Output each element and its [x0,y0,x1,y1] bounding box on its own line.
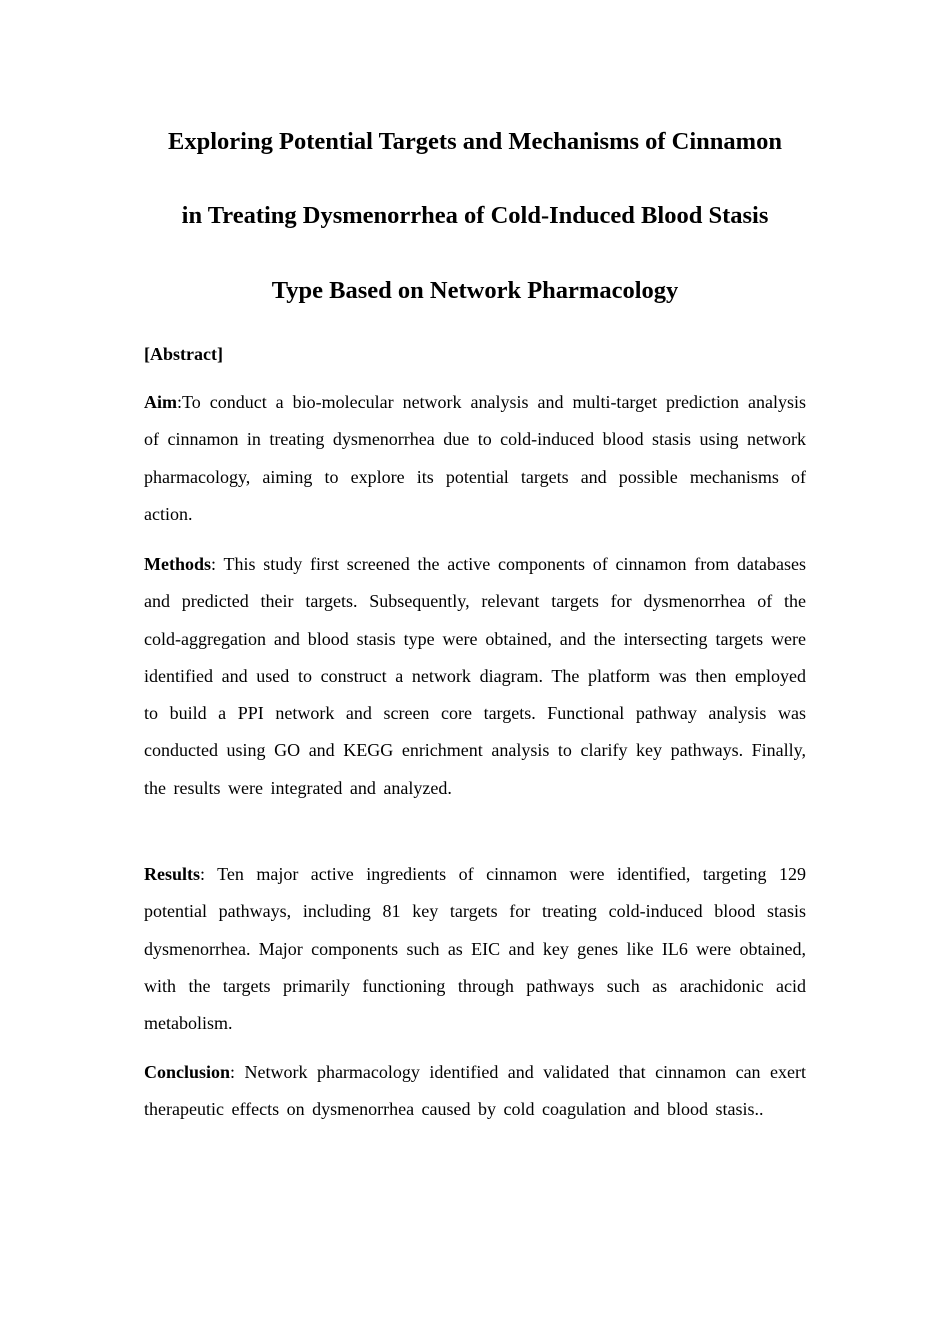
aim-separator: : [177,392,183,412]
abstract-conclusion-paragraph [144,1054,806,1129]
abstract-heading: [Abstract] [144,344,223,364]
conclusion-text: Network pharmacology identified and validated that cinnamon can exert therapeutic effects on dysmenorrhea caused by cold coagulation and blood stasis.. [144,1062,806,1120]
abstract-aim-paragraph [144,384,806,533]
results-text: Ten major active ingredients of cinnamon were identified, targeting 129 potential pathways, including 81 key targets for treating cold-induced blood stasis dysmenorrhea. Major components such as EIC and key genes like IL6 were obtained, with the targets primarily functioning through pathways such as arachidonic acid metabolism. [144,864,806,1034]
paper-title-line-2: in Treating Dysmenorrhea of Cold-Induced Blood Stasis [181,202,769,229]
methods-text: This study first screened the active components of cinnamon from databases and predicted their targets. Subsequently, relevant targets for dysmenorrhea of the cold-aggregation and blood stasis type were obtained, and the intersecting targets were identified and used to construct a network diagram. The platform was then employed to build a PPI network and screen core targets. Functional pathway analysis was conducted using GO and KEGG enrichment analysis to clarify key pathways. Finally, the results were integrated and analyzed. [144,554,806,798]
conclusion-separator: : [230,1062,245,1082]
conclusion-label: Conclusion [144,1062,231,1082]
abstract-results-paragraph [144,856,806,1042]
methods-label: Methods [144,554,211,574]
methods-separator: : [211,554,224,574]
paper-title-line-3: Type Based on Network Pharmacology [271,277,679,304]
paper-title-line-1: Exploring Potential Targets and Mechanisms of Cinnamon [168,128,782,155]
results-separator: : [200,864,218,884]
aim-text: To conduct a bio-molecular network analysis and multi-target prediction analysis of cinnamon in treating dysmenorrhea due to cold-induced blood stasis using network pharmacology, aiming to explore its potential targets and possible mechanisms of action. [144,392,806,524]
abstract-methods-paragraph [144,546,806,807]
results-label: Results [144,864,201,884]
aim-label: Aim [144,392,177,412]
